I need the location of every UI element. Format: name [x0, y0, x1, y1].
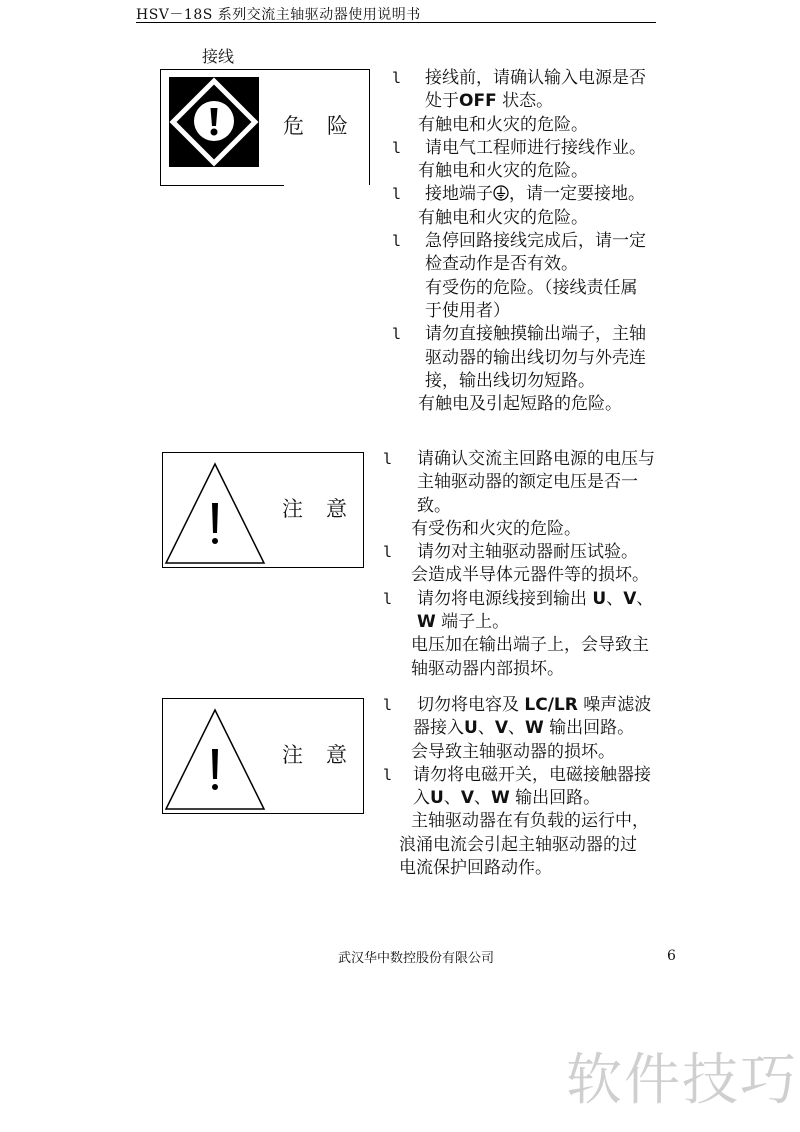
danger-underline	[160, 185, 284, 186]
warning-triangle-icon	[163, 707, 267, 815]
danger-label: 危 险	[283, 114, 349, 138]
caution-label-2: 注 意	[282, 743, 348, 767]
caution-text-1: l 请确认交流主回路电源的电压与 主轴驱动器的额定电压是否一 致。 有受伤和火灾的危险。 l 请勿对主轴驱动器耐压试验。 会造成半导体元器件等的损坏。 l 请勿将电源线接到输出 U、V、 W 端子上。 电压加在输出端子上，会导致主 轴驱动器内部损坏。	[383, 448, 683, 681]
list-item: l 切勿将电容及 LC/LR 噪声滤波	[383, 695, 652, 715]
list-item: l 请确认交流主回路电源的电压与	[383, 449, 655, 469]
footer-company: 武汉华中数控股份有限公司	[338, 951, 495, 966]
watermark: 软件技巧	[566, 1048, 798, 1113]
danger-exclamation-icon	[169, 77, 259, 167]
page-number: 6	[667, 948, 676, 964]
section-title: 接线	[202, 47, 235, 66]
danger-text: l 接线前，请确认输入电源是否 处于OFF 状态。 有触电和火灾的危险。 l 请电气工程师进行接线作业。 有触电和火灾的危险。 l 接地端子 ，请一定要接地。 有触电和火灾的危险。 l 急停回路接线完成后，请一定 检查动作是否有效。 有受伤的危险。（接线责任属 于使用者） l 请勿直接触摸输出端子，主轴 驱动器的输出线切勿与外壳连 接，输出线切勿短路。 有触电及引起短路的危险。	[392, 67, 682, 416]
header-title: HSV－18S 系列交流主轴驱动器使用说明书	[136, 7, 421, 23]
list-item: l 请勿将电磁开关，电磁接触器接	[383, 764, 651, 785]
list-item: l 急停回路接线完成后，请一定	[392, 231, 646, 252]
ground-symbol-icon	[493, 185, 509, 201]
header-rule	[136, 22, 656, 23]
list-item: l 接地端子 ，请一定要接地。	[392, 184, 645, 205]
list-item: l 接线前，请确认输入电源是否	[392, 68, 646, 88]
list-item: l 请勿对主轴驱动器耐压试验。	[383, 542, 638, 563]
list-item: l 请勿将电源线接到输出 U、V、	[383, 588, 654, 609]
list-item: l 请勿直接触摸输出端子，主轴	[392, 324, 646, 345]
caution-label-1: 注 意	[282, 497, 348, 521]
list-item: l 请电气工程师进行接线作业。	[392, 137, 646, 158]
warning-triangle-icon	[163, 461, 267, 569]
caution-text-2: l 切勿将电容及 LC/LR 噪声滤波 器接入U、V、W 输出回路。 会导致主轴驱动器的损坏。 l 请勿将电磁开关，电磁接触器接 入U、V、W 输出回路。 主轴驱动器在有负载的运行中， 浪涌电流会引起主轴驱动器的过 电流保护回路动作。	[383, 694, 683, 880]
